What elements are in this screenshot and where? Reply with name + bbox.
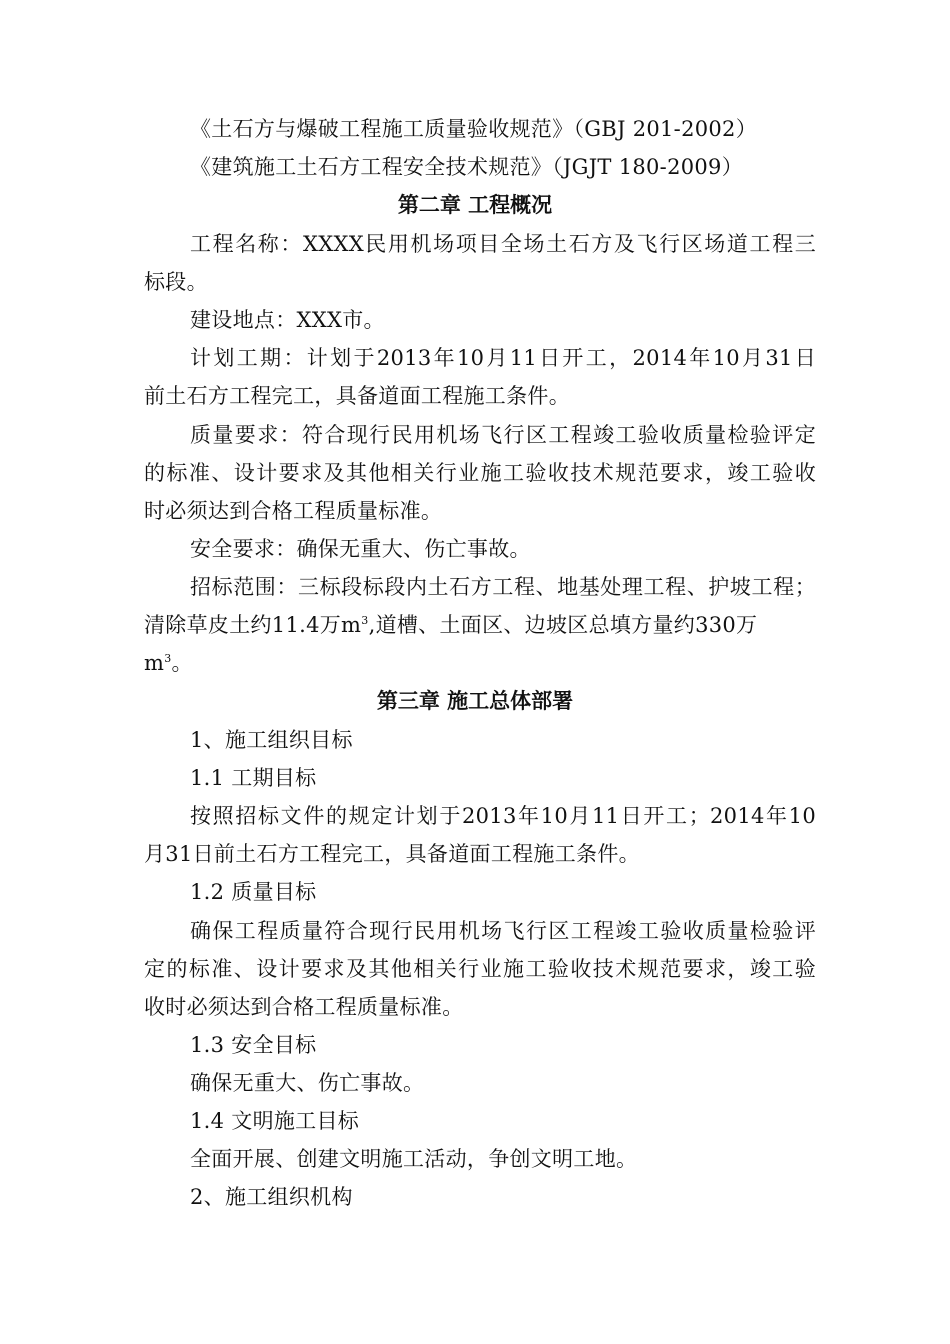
project-name-line-1: 工程名称：XXXX民用机场项目全场土石方及飞行区场道工程三 bbox=[190, 232, 816, 256]
scope-line-1: 招标范围：三标段标段内土石方工程、地基处理工程、护坡工程； bbox=[190, 575, 816, 599]
scope-line-3 bbox=[144, 648, 193, 678]
reference-2: 《建筑施工土石方工程安全技术规范》（JGJT 180-2009） bbox=[190, 155, 744, 179]
section-1-2-line-1: 确保工程质量符合现行民用机场飞行区工程竣工验收质量检验评 bbox=[190, 919, 816, 943]
section-1-2-title: 1.2 质量目标 bbox=[190, 880, 317, 904]
chapter-3-title: 第三章 施工总体部署 bbox=[376, 689, 574, 713]
project-name-line-2: 标段。 bbox=[144, 270, 208, 294]
section-1-2-line-2: 定的标准、设计要求及其他相关行业施工验收技术规范要求，竣工验 bbox=[144, 957, 816, 981]
quality-line-3: 时必须达到合格工程质量标准。 bbox=[144, 499, 443, 523]
scope-line-2 bbox=[144, 610, 757, 640]
superscript-3: 3 bbox=[361, 614, 369, 627]
reference-1: 《土石方与爆破工程施工质量验收规范》（GBJ 201-2002） bbox=[190, 117, 758, 141]
section-1-1-line-2: 月31日前土石方工程完工，具备道面工程施工条件。 bbox=[144, 842, 640, 866]
section-1-2-line-3: 收时必须达到合格工程质量标准。 bbox=[144, 995, 464, 1019]
scope-line-2-text-b: ,道槽、土面区、边坡区总填方量约330万 bbox=[368, 613, 758, 637]
location: 建设地点：XXX市。 bbox=[190, 308, 385, 332]
safety-requirement: 安全要求：确保无重大、伤亡事故。 bbox=[190, 537, 531, 561]
unit-m: m bbox=[144, 651, 165, 675]
section-1-3-text: 确保无重大、伤亡事故。 bbox=[190, 1071, 425, 1095]
period: 。 bbox=[171, 651, 193, 675]
scope-line-2-text: 清除草皮土约11.4万m bbox=[144, 613, 362, 637]
section-1-title: 1、施工组织目标 bbox=[190, 728, 353, 752]
section-1-1-line-1: 按照招标文件的规定计划于2013年10月11日开工；2014年10 bbox=[190, 804, 816, 828]
section-1-4-title: 1.4 文明施工目标 bbox=[190, 1109, 360, 1133]
section-1-3-title: 1.3 安全目标 bbox=[190, 1033, 317, 1057]
quality-line-1: 质量要求：符合现行民用机场飞行区工程竣工验收质量检验评定 bbox=[190, 423, 816, 447]
section-2-title: 2、施工组织机构 bbox=[190, 1185, 353, 1209]
schedule-line-1: 计划工期：计划于2013年10月11日开工，2014年10月31日 bbox=[190, 346, 816, 370]
section-1-4-text: 全面开展、创建文明施工活动，争创文明工地。 bbox=[190, 1147, 638, 1171]
quality-line-2: 的标准、设计要求及其他相关行业施工验收技术规范要求，竣工验收 bbox=[144, 461, 816, 485]
chapter-2-title: 第二章 工程概况 bbox=[397, 193, 553, 217]
superscript-3: 3 bbox=[164, 652, 172, 665]
section-1-1-title: 1.1 工期目标 bbox=[190, 766, 317, 790]
schedule-line-2: 前土石方工程完工，具备道面工程施工条件。 bbox=[144, 384, 570, 408]
